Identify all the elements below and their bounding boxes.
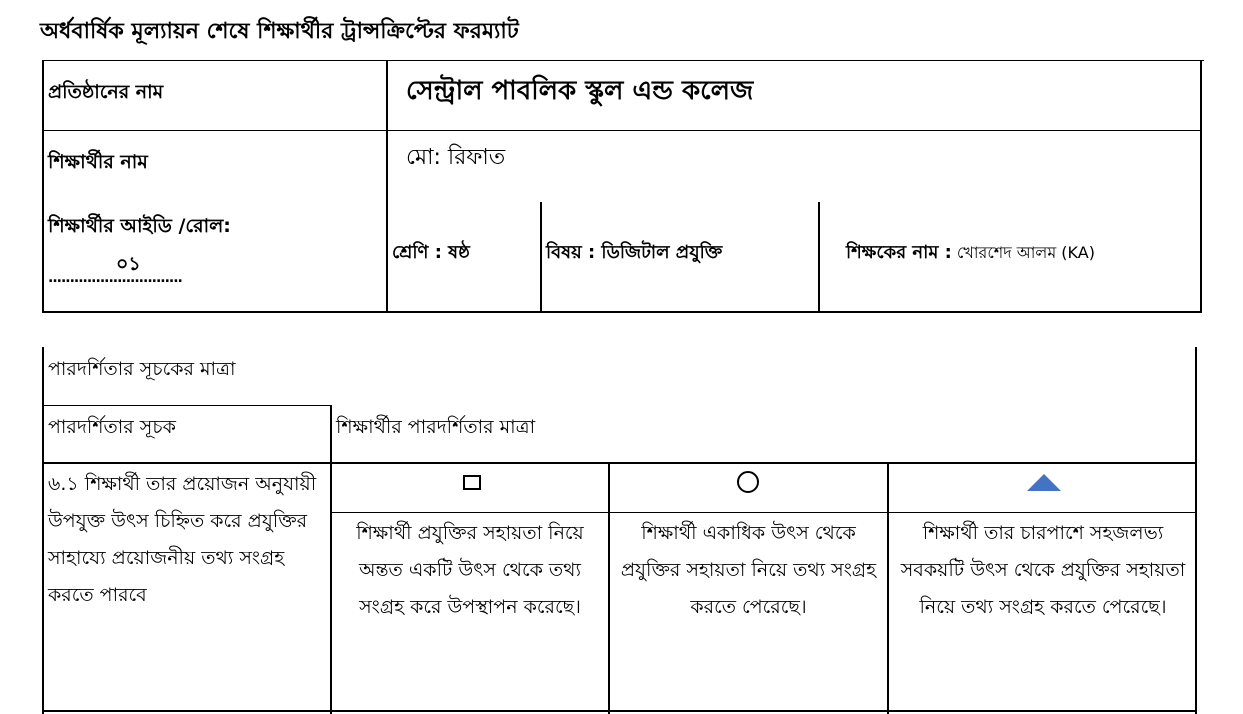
subject-text: বিষয় : ডিজিটাল প্রযুক্তি bbox=[546, 242, 723, 263]
student-value: মো: রিফাত bbox=[406, 145, 506, 170]
square-icon bbox=[463, 475, 481, 490]
level2-level3-divider bbox=[887, 462, 889, 714]
level1-level2-divider bbox=[608, 462, 610, 714]
triangle-icon bbox=[1027, 474, 1061, 491]
perf-heading: পারদর্শিতার সূচকের মাত্রা bbox=[48, 358, 236, 380]
indicator-text: ৬.১ শিক্ষার্থী তার প্রয়োজন অনুযায়ী উপযুক্ত উৎস চিহ্নিত করে প্রযুক্তির সাহায্যে প্রয়োজনীয় তথ্য সংগ্রহ করতে পারবে bbox=[48, 473, 317, 606]
info-table-right-border bbox=[1200, 60, 1202, 313]
info-table-top-border bbox=[42, 60, 1204, 61]
perf-icon-row-divider bbox=[331, 512, 1197, 513]
teacher-label: শিক্ষকের নাম : bbox=[846, 242, 952, 263]
perf-header-divider bbox=[42, 462, 1197, 464]
id-label: শিক্ষার্থীর আইডি /রোল: bbox=[48, 215, 231, 237]
level-3-description: শিক্ষার্থী তার চারপাশে সহজলভ্য সবকয়টি উৎস থেকে প্রযুক্তির সহায়তা নিয়ে তথ্য সংগ্রহ করতে পেরেছে। bbox=[900, 522, 1186, 618]
teacher-field bbox=[846, 238, 1095, 269]
id-value: ০১ bbox=[116, 253, 141, 275]
level-1-description: শিক্ষার্থী প্রযুক্তির সহায়তা নিয়ে অন্তত একটি উৎস থেকে তথ্য সংগ্রহ করে উপস্থাপন করেছে। bbox=[356, 522, 584, 618]
institution-value: সেন্ট্রাল পাবলিক স্কুল এন্ড কলেজ bbox=[406, 76, 754, 106]
info-table-left-border bbox=[42, 60, 44, 313]
level-header: শিক্ষার্থীর পারদর্শিতার মাত্রা bbox=[336, 416, 536, 438]
teacher-value: খোরশেদ আলম (KA) bbox=[956, 243, 1095, 262]
info-label-divider bbox=[386, 60, 388, 313]
page-title: অর্ধবার্ষিক মূল্যায়ন শেষে শিক্ষার্থীর ট্রান্সক্রিপ্টের ফরম্যাট bbox=[40, 19, 519, 44]
student-label: শিক্ষার্থীর নাম bbox=[48, 151, 148, 173]
perf-heading-divider bbox=[42, 405, 332, 406]
class-text: শ্রেণি : ষষ্ঠ bbox=[392, 242, 470, 263]
class-subject-divider bbox=[540, 202, 542, 313]
perf-indicator-divider bbox=[330, 405, 332, 714]
subject-teacher-divider bbox=[818, 202, 820, 313]
perf-table-bottom-border bbox=[42, 710, 1197, 712]
level-2-description: শিক্ষার্থী একাধিক উৎস থেকে প্রযুক্তির সহায়তা নিয়ে তথ্য সংগ্রহ করতে পেরেছে। bbox=[620, 522, 877, 618]
indicator-header: পারদর্শিতার সূচক bbox=[48, 416, 176, 438]
info-row-divider bbox=[42, 130, 1202, 131]
info-table-bottom-border bbox=[42, 311, 1202, 313]
perf-table-left-border bbox=[42, 347, 44, 714]
id-dotted-line: ............................... bbox=[48, 270, 182, 286]
perf-table-right-border bbox=[1195, 347, 1197, 714]
circle-icon bbox=[737, 471, 759, 493]
institution-label: প্রতিষ্ঠানের নাম bbox=[48, 81, 164, 103]
